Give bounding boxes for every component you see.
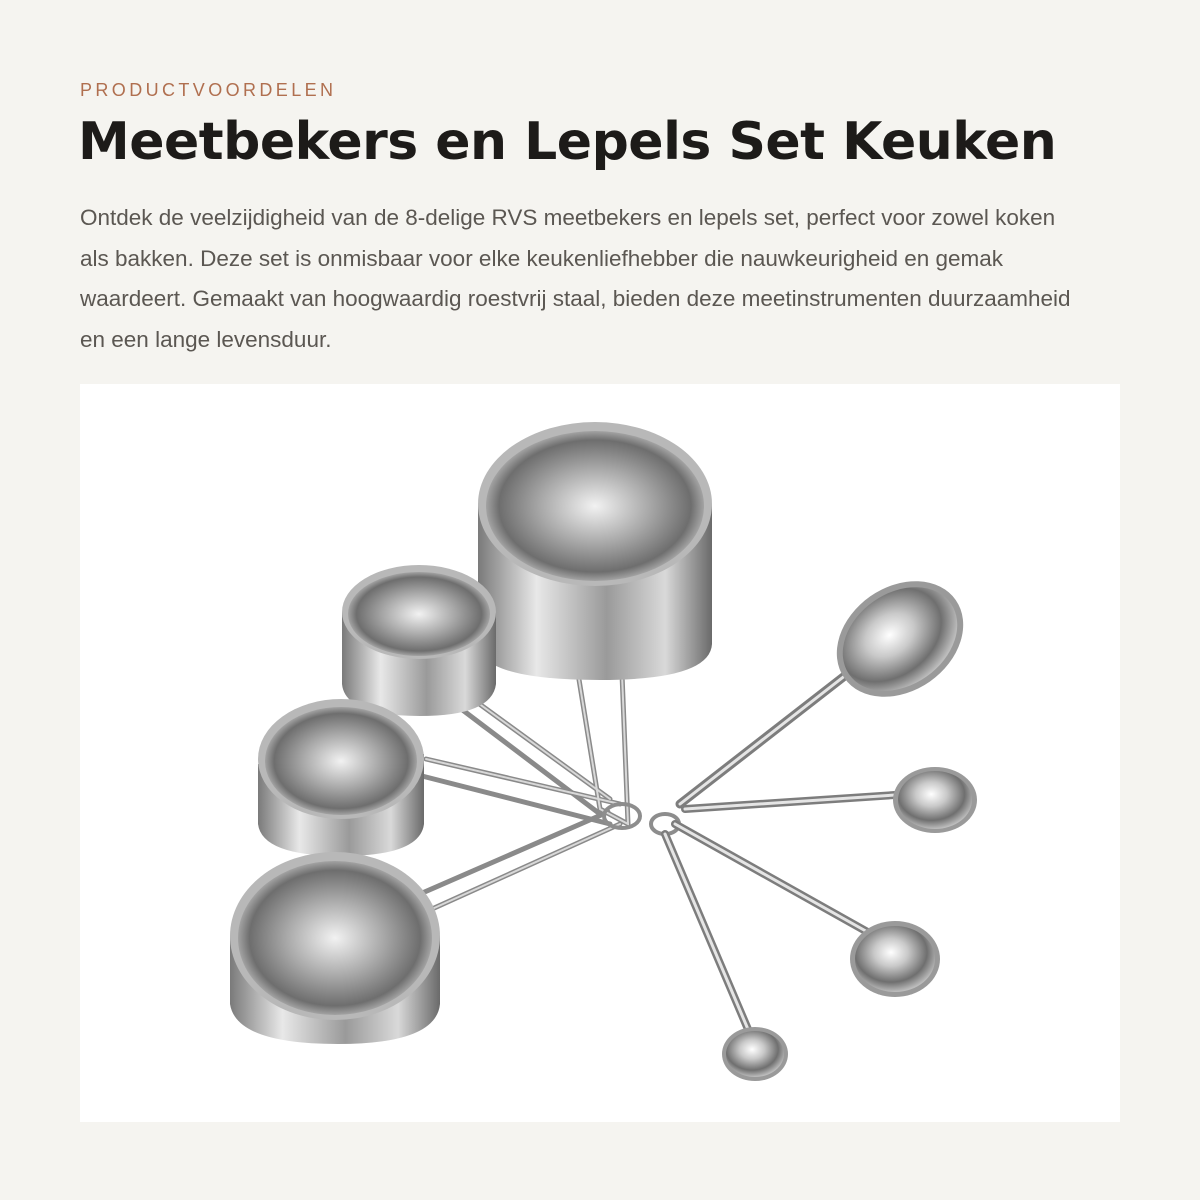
measuring-cup-medium bbox=[258, 699, 424, 856]
measuring-cup-large-top bbox=[478, 422, 712, 680]
measuring-spoon-small bbox=[850, 921, 940, 997]
measuring-cup-large-bottom bbox=[230, 852, 440, 1044]
section-eyebrow: PRODUCTVOORDELEN bbox=[80, 80, 337, 100]
product-image bbox=[80, 384, 1120, 1122]
section-title: Meetbekers en Lepels Set Keuken bbox=[78, 112, 1057, 172]
measuring-cup-small bbox=[342, 565, 496, 716]
measuring-spoon-medium bbox=[893, 767, 977, 833]
section-description: Ontdek de veelzijdigheid van de 8-delige RVS meetbekers en lepels set, perfect voor zowel koken als bakken. Deze set is onmisbaar voor elke keukenliefhebber die nauwkeurigheid en gemak waardeert. Gemaakt van hoogwaardig roestvrij staal, bieden deze meetinstrumenten duurzaamheid en een lange levensduur. bbox=[80, 205, 1071, 352]
measuring-cups-spoons-illustration bbox=[80, 384, 1120, 1122]
measuring-spoon-tiny bbox=[722, 1027, 788, 1081]
measuring-spoon-large bbox=[814, 557, 985, 720]
